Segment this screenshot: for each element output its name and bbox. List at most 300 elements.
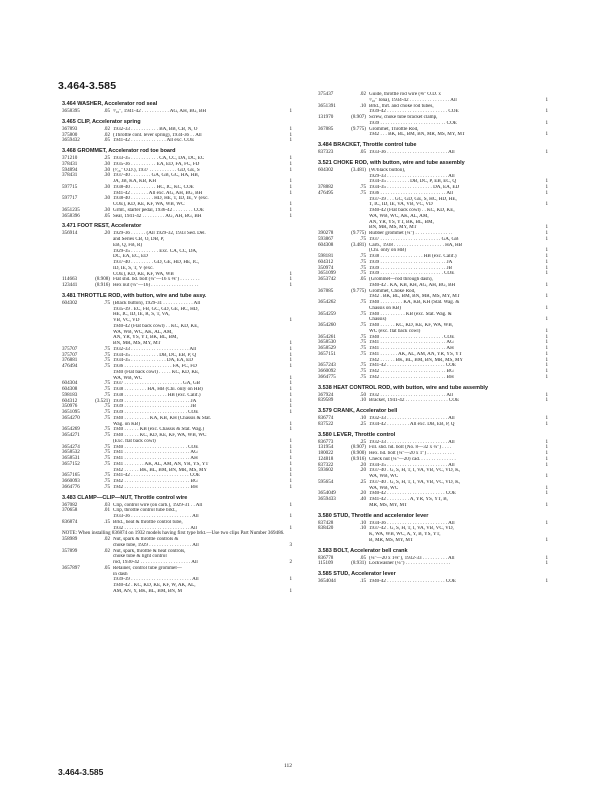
group-ref [349,503,369,509]
quantity: 1 [545,373,548,380]
quantity: 1 [545,316,548,323]
part-number: 837323 [318,149,334,155]
quantity: 1 [545,108,548,115]
description: WA, WB, WC [113,375,143,381]
quantity: 1 [545,247,548,254]
quantity: 1 [545,391,548,398]
description: Nut, spark & throttle controls & [113,537,179,542]
part-number: 476495 [318,189,334,196]
part-number: 3659432 [62,137,80,144]
description: 1939 . . . . . . . . . . . . . . . . . . . . . . . . . COE [113,410,199,415]
part-number: 3651391 [318,102,336,109]
description: 1940-42 . . . . . . . . . . . . . . . . . . . . . . . COE [369,491,457,497]
description: 1940 . . . . . . . . . . KA, KB, KH (Chassis & Stat. [113,415,212,421]
group-ref: .05 [359,554,366,561]
group-ref: .10 [359,397,366,404]
quantity: 1 [289,131,292,138]
part-row [62,589,292,595]
description: Fill. shd. hd. bolt (No. 8—32 x ¼") . . . . [369,445,452,451]
part-number: 367885 [318,125,334,132]
part-number: 3660092 [318,368,336,374]
description: 1934-35 . . . . . . . . . . . . . . DA, EA, ED [113,358,193,364]
description: WA, WB, WC, AK, AL, AM, [113,329,173,335]
group-ref: .10 [359,102,366,109]
quantity: 1 [545,345,548,351]
quantity: 1 [545,270,548,277]
part-number: 604304 [62,380,78,387]
group-ref: .75 [359,339,366,346]
parts-section [318,432,548,509]
group-ref: .75 [103,455,110,461]
description: (Black button), 1929-31 . . . . . . . . . . . . All [113,300,201,306]
description: 1937-40 . G, S, H, T, I, VA, VB, VC, VD, K, [369,479,461,485]
part-number: 604312 [318,258,334,265]
group-ref: .75 [103,351,110,358]
parts-section [318,160,548,381]
quantity: 1 [289,443,292,450]
description: 1940 . . . . . . . . . KA, KB, KH (Stat. Wag. & [369,300,460,305]
part-number: 376881 [62,357,78,364]
description: (Chi. only on HB) [369,248,407,254]
description: 1939-42 . . . . . . . . . . . . . . . . . . . . . . . . COE [369,109,459,115]
group-ref: .10 [359,525,366,532]
quantity: 1 [545,224,548,231]
description: Guide, throttle rod wire (⅝" O.D. x [369,92,441,97]
description: Brkt., heat & throttle control tube, [113,519,183,525]
page-header-range: 3.464-3.585 [58,80,117,92]
part-number: 3657151 [318,350,336,357]
part-number: 3657243 [318,362,336,369]
part-number: 3654260 [318,322,336,328]
quantity: 1 [289,160,292,167]
part-number: 3664776 [62,483,80,490]
quantity: 1 [289,108,292,114]
group-ref: .75 [359,345,366,351]
quantity: 1 [289,166,292,173]
part-number: 371210 [62,155,78,161]
group-ref: (9.775) [351,230,366,236]
quantity: 1 [289,437,292,444]
part-number: 476494 [62,363,78,369]
group-ref: .02 [103,547,110,554]
description: DC, EA, EC, ED [113,254,148,260]
description: B, MR, MS, MY, MT [369,537,414,543]
group-ref: .75 [103,345,110,352]
description: 1942 . . . . . . BK, BL, BM, BN, MR, MS, MY [113,467,208,473]
group-ref [349,132,369,138]
description: 1941 . . . . . . . . . . . . . . . . . . . . . . . . . . AH [113,456,198,461]
parts-section [62,293,292,491]
group-ref: .25 [359,438,366,445]
description: 1939-39 . . . . . . . . . . . . . . . . . . . . . . . . All [113,577,199,583]
description: AN, YR, YS, YT, BK, BL, BM, [369,219,434,225]
description: 1941-42 . . . . . . . . . A, YR, YS, YT, B, [369,497,448,502]
quantity: 1 [289,183,292,190]
quantity: 1 [289,524,292,531]
quantity: 1 [289,409,292,415]
group-ref: .75 [103,357,110,364]
description: 1938-40 . . . . . . . . . HD, HE, T, ID, IE, V (exc. [113,196,209,202]
group-ref: .75 [103,363,110,369]
description: 1933-35 . . . . . . . . . . . CA, CC, DA, DC, EC [113,156,205,161]
quantity: 1 [289,276,292,283]
part-number: 390278 [318,230,334,236]
part-number: 3657897 [62,564,80,571]
group-ref: .75 [359,333,366,340]
quantity: 1 [545,415,548,421]
part-number: 378882 [318,184,334,190]
right-column [318,92,548,589]
group-ref: (8.907) [351,114,366,120]
part-row [318,538,548,544]
quantity: 1 [289,201,292,207]
quantity: 1 [545,201,548,208]
description: 1942 . BK, BL, BM, BN, MR, MS, MY, MT [369,294,460,300]
quantity: 1 [289,137,292,144]
description: 1932-33 . . . . . . . . . . . BA, BB, CB, N, O [113,126,198,132]
description: 1937-40 . G, S, H, T, I, VA, VB, VC, VD, K, [369,468,461,474]
part-number: 837428 [318,519,334,526]
group-ref: (3.481) [351,166,366,173]
part-row [318,150,548,156]
part-number: 3658530 [318,339,336,346]
quantity: 1 [545,356,548,363]
description: Wag. on KB) [113,421,140,427]
group-ref: .02 [103,536,110,542]
part-number: 3654049 [318,490,336,497]
part-number: 124818 [318,455,334,462]
quantity: 1 [545,350,548,357]
part-number: 3653742 [318,276,336,282]
part-number: 593602 [318,467,334,474]
description: (Grommet—rod through dash), [369,277,433,282]
group-ref: (3.521) [95,397,110,404]
part-number: 838420 [318,525,334,532]
group-ref: .20 [103,230,110,237]
part-number: 3657165 [62,472,80,479]
group-ref: .75 [359,258,366,265]
part-number: 3660093 [62,478,80,484]
part-number: 3654262 [318,299,336,305]
group-ref: .75 [103,386,110,392]
quantity: 1 [289,483,292,490]
description: 1934-35 . . . . . . . . . . . DB, DC, EB, P, Q [113,352,197,358]
group-ref: (8.907) [351,444,366,451]
description: 1935-39 . EC, FB, GC, GD, GE, HC, HD, [113,306,199,312]
group-ref: .20 [359,490,366,497]
description: 1939 . . . . . . . . . . . . . . . . . . . . . . . . . . JA [113,398,197,404]
group-ref: (8.916) [95,282,110,288]
description: Grommet, Choke Rod, [369,288,416,294]
part-number: 370658 [62,507,78,514]
description: 1941-42 . . . . . . . . . . . . . . . . . . . . . . . COE [113,473,201,479]
quantity: 1 [545,184,548,190]
description: 1938 . . . . . . . . . . . . . . . . . HB (exc. Calif.) [369,254,457,259]
description: 1942 . . . BK, BL, BM, BN, MR, MS, MY, MT [369,132,465,138]
description: 1941-42 . . . . . . . . . . . . . . . . . . . . . . . COE [369,363,457,369]
group-ref: .75 [359,368,366,374]
quantity: 1 [545,578,548,584]
quantity: 1 [545,536,548,543]
part-number: 357899 [62,547,78,554]
quantity: 1 [545,339,548,346]
section-title: 3.583 BOLT, Accelerator bell crank [318,547,408,554]
part-number: 350974 [318,264,334,271]
group-ref: .75 [103,426,110,433]
part-number [318,503,349,509]
part-number: 375800 [62,131,78,138]
group-ref: .75 [359,310,366,317]
part-row [62,485,292,491]
parts-section [318,385,548,405]
part-number: 3659433 [318,496,336,502]
part-number: 604312 [62,397,78,404]
quantity: 1 [545,304,548,311]
group-ref: .05 [103,137,110,144]
part-number: 378431 [62,160,78,167]
group-ref: .75 [359,373,366,380]
part-number: 367082 [62,501,78,508]
parts-section [62,223,292,289]
part-number: 3654271 [62,432,80,438]
part-number: 350976 [62,403,78,410]
description: 1940-42 . KA, KB, KH, AG, AH, BG, BH [369,282,456,288]
part-number: 131970 [318,114,334,120]
quantity: 1 [545,333,548,340]
group-ref: .02 [359,91,366,97]
quantity: 1 [289,420,292,427]
description: 1937-40 . . . . . . . . . GD, GE, HD, HE, IC, [113,260,200,265]
part-number: 837522 [318,420,334,427]
quantity: 1 [289,357,292,364]
parts-section [62,148,292,219]
group-ref: .30 [103,206,110,213]
description: 1936 . . . . . . . . . . . . . . . . . . . . . . . . . . All [369,190,453,196]
description: 1940 . . . . . . . . . . . . . . . . . . . . . . . . . COE [113,444,199,450]
parts-section [318,408,548,428]
left-column [62,101,292,599]
quantity: 1 [545,119,548,126]
quantity: 1 [289,374,292,381]
part-number: 836874 [62,518,78,525]
description: 1942 . . . . . . BK, BL, BM, BN, MR, MS, MY [369,357,464,363]
description: 1932-33 . . . . . . . . . . . . . . . . . . . . . . . All [113,346,197,352]
part-number: 836778 [318,554,334,561]
description: Grmt., starter pedal, 1936-42 . . . . . . . . COE [113,207,204,213]
quantity: 1 [545,461,548,468]
description: Carb., 1938 . . . . . . . . . . . . . . . . . . . . HA, HB [369,242,463,248]
description: 1941 . . . . . . . AK, AL, AM, AN, YR, YS, YT [369,351,462,357]
description: 1934-35 . . . . . . . . . DB, DC, P, EB, EC, Q [369,179,457,185]
group-ref: .30 [103,183,110,190]
part-number: 3664775 [318,373,336,380]
quantity: 2 [289,559,292,565]
description: Retainer, control tube grommet— [113,565,182,571]
group-ref: .05 [103,212,110,219]
section-title: 3.484 BRACKET, Throttle control tube [318,142,417,148]
quantity: 1 [289,501,292,508]
description: Hex. hd. bolt (¼"—20 x 1") . . . . . . . . . . . [369,451,455,456]
parts-section [62,119,292,144]
group-ref: .25 [359,478,366,485]
group-ref: .75 [359,184,366,190]
group-ref: .75 [359,299,366,305]
section-title: 3.580 LEVER, Throttle control [318,431,396,438]
description: rod, 1930-42 . . . . . . . . . . . . . . . . . . . . All [113,560,198,565]
part-number: 839589 [318,397,334,404]
quantity: 1 [545,368,548,374]
group-ref: (8.908) [95,276,110,283]
quantity: 1 [545,519,548,526]
part-number: 114663 [62,276,78,283]
section-title: 3.481 THROTTLE ROD, with button, wire and tube assy. [62,292,207,299]
quantity: 1 [289,460,292,467]
description: BN, MR, MS, MY, MT [369,225,417,231]
description: 1940-42 (Flat back cowl) . . KC, KD, KE, [369,208,455,213]
group-ref: .75 [103,449,110,456]
description: 1936 . . . . . . . . . . . . . . . . . . . FA, FC, FD [113,364,197,369]
group-ref: (8.916) [351,455,366,462]
group-ref: (9.775) [351,287,366,294]
description: Grommet, Throttle Rod, [369,126,419,132]
description: 1929-36 . . . . . . (All 1929-32, 1933 Sed. Del. [113,231,206,237]
group-ref: .03 [103,501,110,508]
description: 1932 . . . . . . . . . . . . . . . . . . . . . . . . . . All [113,525,197,531]
description: 1941 . . . . . . . . AK, AL, AM, AN, YR, YS, YT [113,461,209,467]
description: Lockwasher (¼") . . . . . . . . . . . . . . . . . . [369,561,451,567]
quantity: 1 [545,264,548,271]
description: 1937-39 . . . GC, GD, GE, S, HC, HD, HE, [369,196,457,202]
group-ref: .10 [359,415,366,421]
description: 1942 . . . . . . . . . . . . . . . . . . . . . . . . . . BG [113,479,198,484]
part-number: 131954 [318,444,334,451]
group-ref: .40 [359,496,366,502]
description: 1938 . . . . . . . . . . . . . . . . . HB (exc. Calif.) [113,392,201,398]
part-number: 597717 [62,195,78,202]
part-number: 375707 [62,345,78,352]
group-ref: .02 [103,131,110,138]
part-number: 3658396 [62,212,80,219]
description: 1939 . . . . . . . . . . . . . . . . . . . . . . . . . COE [369,271,455,277]
quantity: 1 [545,455,548,462]
description: 1932-33 . . . . . . . . . . . . . . . . . . . . . . . . All [369,416,455,421]
group-ref: .75 [359,264,366,271]
group-ref: .75 [359,362,366,369]
description: 1940-42 . . . . . . . . . . . . . . . . . . . . . . . COE [369,579,457,584]
description: 1942 . . . . . . . . . . . . . . . . . . . . . . . . . . BH [369,374,454,380]
quantity: 1 [545,444,548,451]
quantity: 1 [289,449,292,456]
group-ref: .15 [103,518,110,525]
description: Nut, spark, throttle & heat controls, [113,548,186,554]
group-ref: .25 [359,420,366,427]
quantity: 1 [545,178,548,185]
description: Brkt., thrt. and choke rod tubes, [369,103,434,109]
part-number: 595654 [318,478,334,485]
description: 1937 . . . . . . . . . . . . . . . . . . . . . . . . GA, GB [369,236,459,242]
group-ref: .75 [103,414,110,421]
description: WA, WB, WC, AK, AL, AM, [369,213,429,219]
group-ref: .01 [103,507,110,514]
part-row [318,561,548,567]
part-row [62,109,292,115]
description: 1942 . . . . . . . . . . . . . . . . . . . . . . . . . . BH [113,484,198,490]
description: 1938 . . . . . . . . . HA, HB (Chi. only on HB) [113,387,203,392]
group-ref: .75 [103,409,110,415]
part-number: 3658395 [62,108,80,114]
description: K, WA, WB, WC, A, Y, B, YS, YT, [369,532,441,537]
group-ref: .75 [103,403,110,410]
quantity: 1 [545,450,548,456]
quantity: 1 [545,438,548,445]
description: 1933-36 . . . . . . . . . . . . . . . . . . . . . . . . All [113,514,199,519]
quantity: 1 [545,253,548,259]
group-ref: .02 [103,125,110,132]
quantity: 1 [289,125,292,132]
part-number: 3658529 [318,345,336,351]
group-ref: .20 [359,461,366,468]
group-ref: .25 [103,155,110,161]
part-number: 837322 [318,461,334,468]
quantity: 1 [289,513,292,519]
description: ⁵⁄₁₆", 1941-42 . . . . . . . . . . . AG, AH, BG, BH [113,109,207,114]
quantity: 1 [289,317,292,323]
group-ref: .50 [359,391,366,398]
quantity: 1 [545,293,548,300]
section-title: 3.579 CRANK, Accelerator bell [318,408,398,414]
description: 1929-35 . . . . . . . . . . . Exc. CA, CC, DA, [113,248,198,254]
group-ref: .75 [103,478,110,484]
part-number: 836774 [318,415,334,421]
part-number: 597715 [62,183,78,190]
quantity: 1 [545,484,548,491]
group-ref: .75 [103,432,110,438]
part-row [318,579,548,585]
quantity: 1 [289,397,292,404]
description: 1939 . . . . . . . . . . . . . . . . . . . . . . . . . . JA [369,259,453,265]
group-ref: (8.931) [351,560,366,567]
quantity: 1 [545,397,548,404]
parts-section [318,513,548,544]
section-title: 3.521 CHOKE ROD, with button, wire and tube assembly [318,159,465,166]
description: WA, WB, WC [369,474,399,479]
parts-section [62,495,292,595]
quantity: 1 [545,131,548,138]
part-number: 598183 [62,391,78,398]
part-number: 604302 [318,166,334,173]
part-number: 604308 [318,241,334,248]
quantity: 1 [289,270,292,277]
quantity: 1 [289,351,292,358]
quantity: 1 [289,466,292,473]
description: (¼"—20 x 1⅛"), 1932-33 . . . . . . . . . . All [369,555,455,561]
quantity: 1 [289,380,292,387]
group-ref: .75 [359,189,366,196]
group-ref: .05 [103,108,110,114]
description: AN, YR, YS, YT, BK, BL, BM, [113,335,178,341]
part-number: 604302 [62,299,78,306]
quantity: 1 [545,230,548,236]
description: 1941-42 . . . . . . . . . . . . . . All exc. COE [113,138,195,144]
part-row [318,132,548,138]
section-title: 3.465 CLIP, Accelerator spring [62,118,141,125]
quantity: 1 [289,403,292,410]
group-ref: .75 [103,299,110,306]
group-ref: .30 [103,172,110,179]
group-ref: .75 [359,322,366,328]
description: JA, JB, KA, KB, KH [113,179,157,184]
quantity: 1 [289,282,292,288]
